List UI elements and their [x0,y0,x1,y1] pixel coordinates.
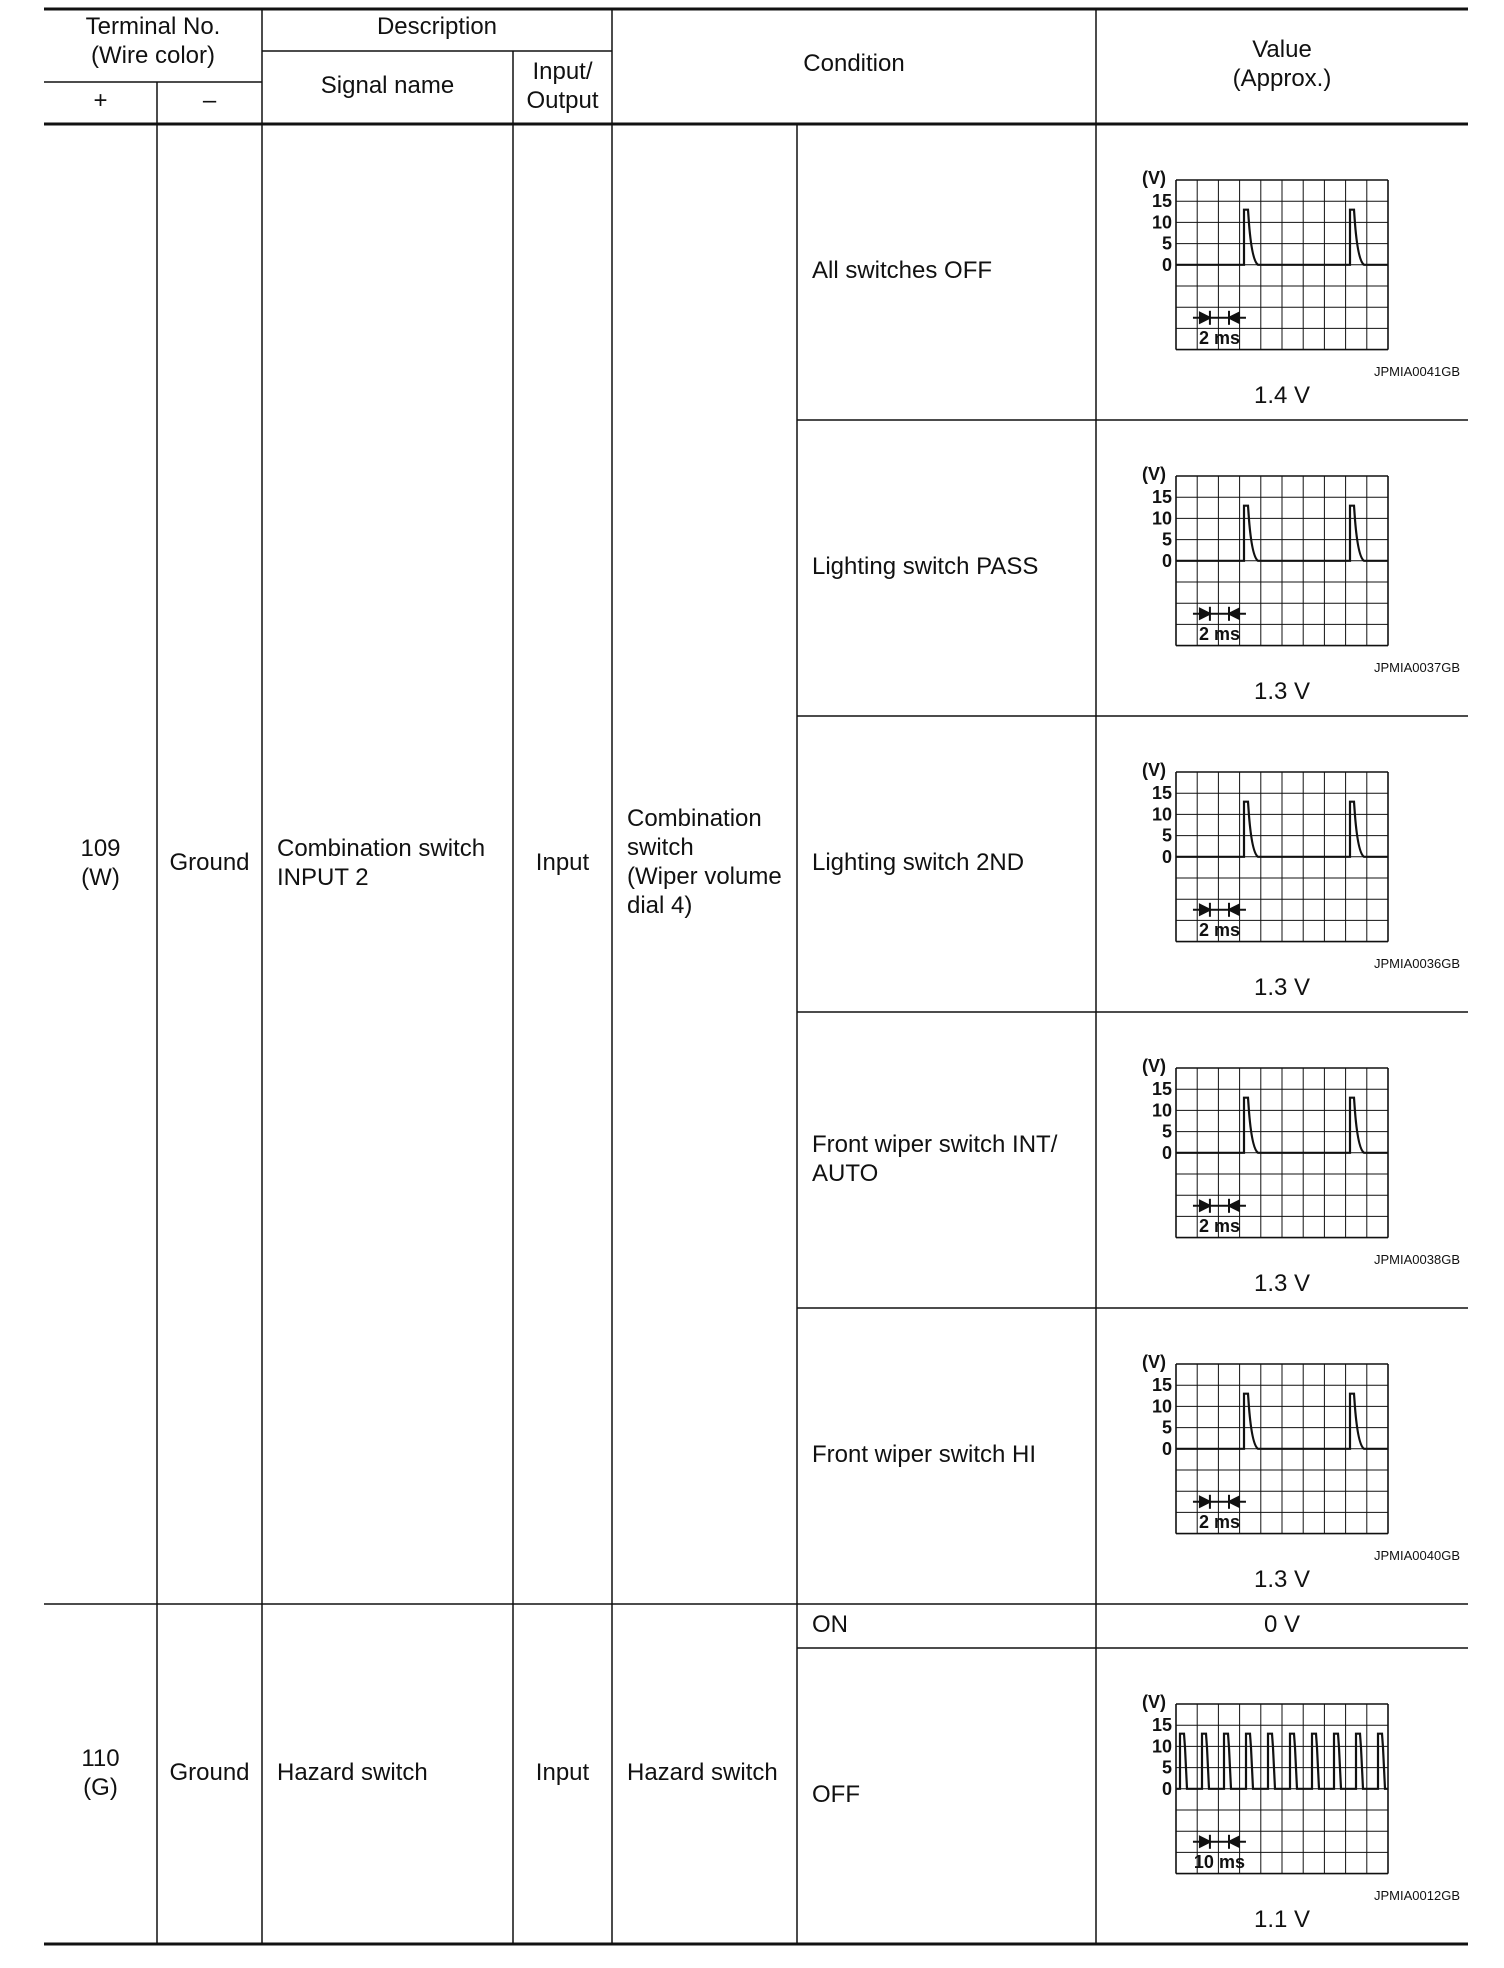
header-terminal-no: Terminal No. (Wire color) [85,13,221,69]
time-scale-label: 2 ms [1198,1511,1240,1532]
axis-unit-label: (V) [1142,464,1166,484]
value-wiper-hi: 1.3 V [1253,1566,1311,1593]
axis-tick-label: 10 [1151,804,1172,825]
figure-code: JPMIA0038GB [1374,1252,1460,1267]
time-marker [1193,1199,1246,1213]
condition-lighting-pass: Lighting switch PASS [812,553,1039,580]
figure-code: JPMIA0041GB [1374,364,1460,379]
ground-110: Ground [169,1759,250,1786]
axis-unit-label: (V) [1142,1692,1166,1712]
waveform-lighting-2nd [1140,758,1410,968]
axis-unit-label: (V) [1142,168,1166,188]
condition-hazard-on: ON [812,1611,848,1638]
time-marker [1193,903,1246,917]
axis-tick-label: 5 [1161,825,1172,846]
value-hazard-on: 0 V [1263,1611,1301,1638]
time-marker [1193,607,1246,621]
axis-tick-label: 15 [1151,191,1172,212]
axis-tick-label: 10 [1151,1736,1172,1757]
ground-109: Ground [169,849,250,876]
condition-main-109: Combination switch (Wiper volume dial 4) [627,805,782,919]
axis-tick-label: 5 [1161,1121,1172,1142]
header-signal-name: Signal name [320,72,455,99]
figure-code: JPMIA0036GB [1374,956,1460,971]
time-marker [1193,1835,1246,1849]
axis-unit-label: (V) [1142,1352,1166,1372]
axis-tick-label: 15 [1151,487,1172,508]
time-marker [1193,1495,1246,1509]
axis-tick-label: 0 [1161,1778,1172,1799]
terminal-109: 109 (W) [80,835,121,891]
condition-lighting-2nd: Lighting switch 2ND [812,849,1025,876]
figure-code: JPMIA0037GB [1374,660,1460,675]
header-condition: Condition [803,50,905,77]
waveform-wiper-int-auto [1140,1054,1410,1264]
axis-tick-label: 5 [1161,233,1172,254]
waveform-lighting-pass [1140,462,1410,672]
axis-tick-label: 5 [1161,529,1172,550]
axis-tick-label: 10 [1151,1100,1172,1121]
axis-tick-label: 15 [1151,1715,1172,1736]
value-lighting-pass: 1.3 V [1253,678,1311,705]
axis-tick-label: 15 [1151,783,1172,804]
time-scale-label: 2 ms [1198,327,1240,348]
axis-unit-label: (V) [1142,1056,1166,1076]
value-hazard-off: 1.1 V [1253,1906,1311,1933]
figure-code: JPMIA0040GB [1374,1548,1460,1563]
axis-tick-label: 5 [1161,1757,1172,1778]
time-scale-label: 2 ms [1198,623,1240,644]
value-lighting-2nd: 1.3 V [1253,974,1311,1001]
figure-code: JPMIA0012GB [1374,1888,1460,1903]
condition-main-110: Hazard switch [627,1759,778,1786]
header-minus: – [202,87,217,114]
axis-tick-label: 0 [1161,1438,1172,1459]
axis-tick-label: 10 [1151,508,1172,529]
axis-tick-label: 10 [1151,212,1172,233]
terminal-110: 110 (G) [81,1745,120,1801]
time-scale-label: 10 ms [1193,1851,1245,1872]
axis-tick-label: 15 [1151,1375,1172,1396]
axis-tick-label: 0 [1161,846,1172,867]
io-110: Input [535,1759,590,1786]
axis-tick-label: 5 [1161,1417,1172,1438]
axis-unit-label: (V) [1142,760,1166,780]
axis-tick-label: 0 [1161,254,1172,275]
signal-name-109: Combination switch INPUT 2 [277,835,486,891]
waveform-hazard-off [1140,1690,1410,1900]
condition-wiper-int-auto: Front wiper switch INT/ AUTO [812,1131,1058,1187]
waveform-wiper-hi [1140,1350,1410,1560]
axis-tick-label: 0 [1161,1142,1172,1163]
header-plus: + [93,87,108,114]
axis-tick-label: 0 [1161,550,1172,571]
condition-all-switches-off: All switches OFF [812,257,993,284]
axis-tick-label: 10 [1151,1396,1172,1417]
value-all-switches-off: 1.4 V [1253,382,1311,409]
header-input-output: Input/ Output [526,58,599,114]
value-wiper-int-auto: 1.3 V [1253,1270,1311,1297]
time-scale-label: 2 ms [1198,1215,1240,1236]
waveform-all-switches-off [1140,166,1410,376]
condition-wiper-hi: Front wiper switch HI [812,1441,1037,1468]
time-marker [1193,311,1246,325]
signal-name-110: Hazard switch [277,1759,428,1786]
axis-tick-label: 15 [1151,1079,1172,1100]
condition-hazard-off: OFF [812,1781,860,1808]
header-description: Description [376,13,498,40]
time-scale-label: 2 ms [1198,919,1240,940]
io-109: Input [535,849,590,876]
header-value: Value (Approx.) [1232,36,1332,92]
